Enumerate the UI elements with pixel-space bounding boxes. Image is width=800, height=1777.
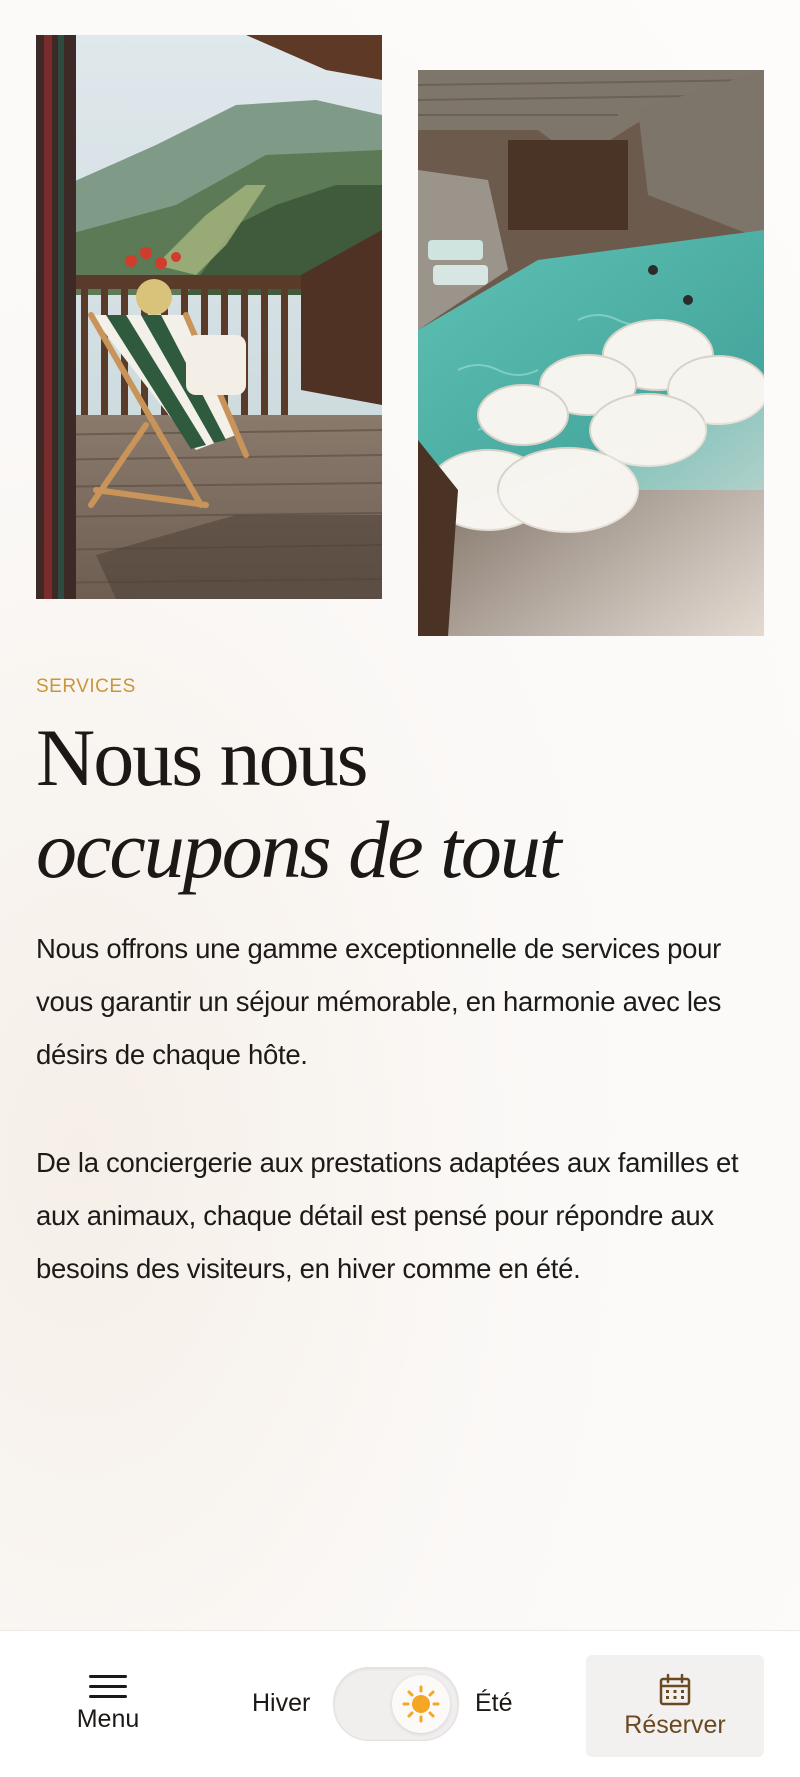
- season-summer-label[interactable]: Été: [475, 1689, 513, 1717]
- menu-button[interactable]: [60, 1673, 156, 1753]
- title-line-1: Nous nous: [36, 712, 367, 803]
- details-paragraph: De la conciergerie aux prestations adaptées aux familles et aux animaux, chaque détail est pensé pour répondre aux besoins des visiteurs, en hiver comme en été.: [36, 1147, 739, 1284]
- bottom-bar: [0, 1630, 800, 1777]
- photo-balcony-deckchair: [36, 35, 382, 599]
- season-winter-label[interactable]: Hiver: [252, 1689, 311, 1717]
- section-title: [36, 712, 736, 896]
- intro-paragraph: Nous offrons une gamme exceptionnelle de services pour vous garantir un séjour mémorable, en harmonie avec les désirs de chaque hôte.: [36, 933, 722, 1070]
- season-toggle-knob: [392, 1675, 450, 1733]
- season-toggle[interactable]: [333, 1667, 459, 1741]
- photo-pool-umbrellas: [418, 70, 764, 636]
- menu-label: Menu: [76, 1705, 140, 1733]
- calendar-icon: [658, 1673, 692, 1707]
- sun-icon: [392, 1675, 450, 1733]
- reserve-label: Réserver: [624, 1711, 726, 1739]
- reserve-button[interactable]: [586, 1655, 764, 1757]
- section-eyebrow: SERVICES: [36, 676, 136, 697]
- hamburger-icon: [89, 1673, 127, 1698]
- title-line-2: occupons de tout: [36, 804, 560, 895]
